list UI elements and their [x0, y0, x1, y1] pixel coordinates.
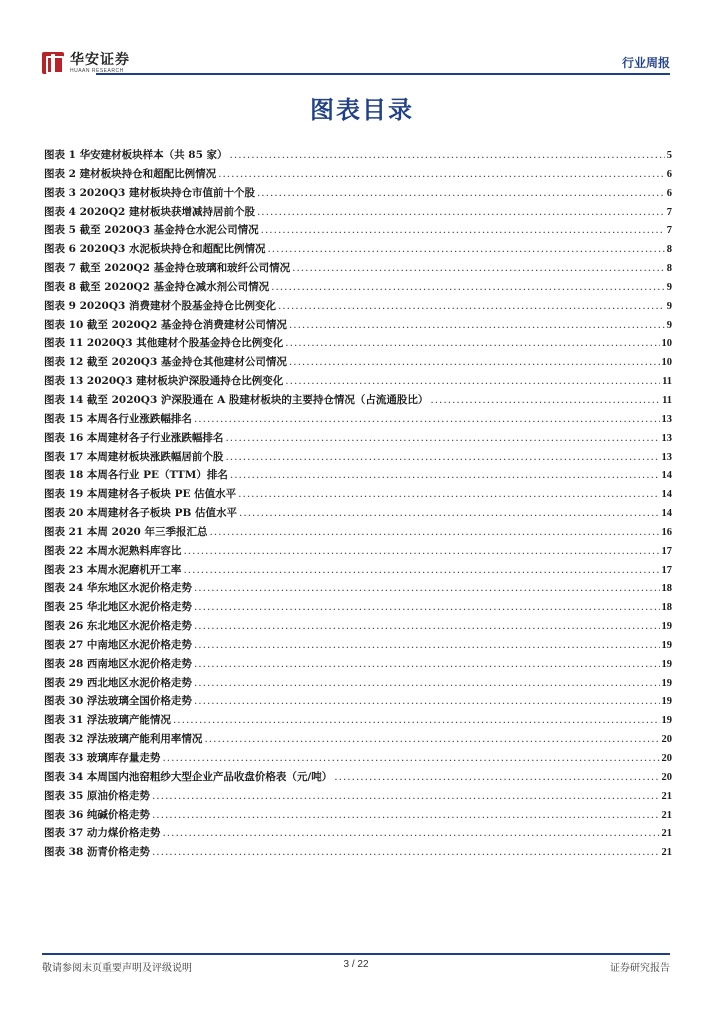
- toc-entry-label: 图表 23 本周水泥磨机开工率: [44, 563, 182, 576]
- toc-entry[interactable]: [44, 787, 672, 806]
- toc-entry[interactable]: [44, 466, 672, 485]
- toc-entry[interactable]: [44, 542, 672, 561]
- footer-divider: [42, 953, 670, 955]
- toc-entry-page: 14: [661, 470, 672, 482]
- toc-leader-dots: [289, 316, 665, 335]
- toc-leader-dots: [194, 674, 660, 693]
- toc-entry-page: 9: [666, 300, 672, 312]
- toc-entry-page: 19: [661, 639, 672, 651]
- toc-entry-label: 图表 6 2020Q3 水泥板块持仓和超配比例情况: [44, 243, 266, 256]
- toc-entry[interactable]: [44, 165, 672, 184]
- toc-leader-dots: [194, 410, 660, 429]
- company-logo: [42, 52, 130, 74]
- toc-entry[interactable]: [44, 391, 672, 410]
- toc-entry-page: 9: [666, 319, 672, 331]
- toc-leader-dots: [218, 165, 665, 184]
- toc-entry-page: 19: [661, 621, 672, 633]
- toc-entry-label: 图表 32 浮法玻璃产能利用率情况: [44, 733, 203, 746]
- toc-entry[interactable]: [44, 297, 672, 316]
- toc-entry-page: 14: [661, 489, 672, 501]
- toc-leader-dots: [267, 240, 664, 259]
- toc-entry-page: 13: [661, 451, 672, 463]
- toc-entry-page: 8: [666, 244, 672, 256]
- toc-entry-page: 7: [666, 225, 672, 237]
- toc-entry-page: 21: [661, 790, 672, 802]
- header-divider: [96, 73, 670, 75]
- toc-entry[interactable]: [44, 692, 672, 711]
- logo-icon: [42, 52, 64, 74]
- toc-entry[interactable]: [44, 410, 672, 429]
- toc-entry-page: 19: [661, 677, 672, 689]
- toc-entry[interactable]: [44, 353, 672, 372]
- toc-entry-label: 图表 29 西北地区水泥价格走势: [44, 676, 192, 689]
- toc-entry[interactable]: [44, 278, 672, 297]
- logo-name: 华安证券: [70, 51, 130, 68]
- toc-leader-dots: [194, 579, 660, 598]
- table-of-figures: [44, 146, 672, 862]
- toc-entry-page: 19: [661, 696, 672, 708]
- toc-entry-page: 21: [661, 828, 672, 840]
- toc-entry-label: 图表 3 2020Q3 建材板块持仓市值前十个股: [44, 186, 255, 199]
- toc-entry-page: 19: [661, 715, 672, 727]
- toc-entry-page: 6: [666, 187, 672, 199]
- toc-entry-label: 图表 27 中南地区水泥价格走势: [44, 638, 192, 651]
- toc-entry[interactable]: [44, 504, 672, 523]
- toc-entry-label: 图表 13 2020Q3 建材板块沪深股通持仓比例变化: [44, 375, 284, 388]
- toc-entry[interactable]: [44, 259, 672, 278]
- toc-entry-label: 图表 8 截至 2020Q2 基金持仓减水剂公司情况: [44, 280, 270, 293]
- toc-entry[interactable]: [44, 749, 672, 768]
- toc-entry-page: 7: [666, 206, 672, 218]
- toc-entry-page: 13: [661, 432, 672, 444]
- toc-entry-label: 图表 22 本周水泥熟料库容比: [44, 544, 182, 557]
- toc-entry[interactable]: [44, 579, 672, 598]
- toc-entry-label: 图表 5 截至 2020Q3 基金持仓水泥公司情况: [44, 224, 259, 237]
- toc-entry-page: 17: [661, 564, 672, 576]
- toc-entry[interactable]: [44, 448, 672, 467]
- toc-leader-dots: [225, 448, 659, 467]
- toc-entry-label: 图表 25 华北地区水泥价格走势: [44, 601, 192, 614]
- toc-entry-label: 图表 19 本周建材各子板块 PE 估值水平: [44, 488, 237, 501]
- document-type: 证券研究报告: [610, 963, 670, 974]
- toc-entry-label: 图表 20 本周建材各子板块 PB 估值水平: [44, 507, 238, 520]
- toc-leader-dots: [334, 768, 659, 787]
- toc-entry[interactable]: [44, 636, 672, 655]
- toc-entry-label: 图表 2 建材板块持仓和超配比例情况: [44, 167, 217, 180]
- toc-entry-page: 20: [661, 734, 672, 746]
- toc-leader-dots: [194, 655, 660, 674]
- logo-subtitle: HUAAN RESEARCH: [70, 67, 124, 74]
- toc-entry[interactable]: [44, 316, 672, 335]
- toc-entry[interactable]: [44, 221, 672, 240]
- toc-entry-page: 18: [661, 583, 672, 595]
- toc-leader-dots: [278, 297, 665, 316]
- toc-entry[interactable]: [44, 523, 672, 542]
- toc-leader-dots: [292, 259, 665, 278]
- toc-entry[interactable]: [44, 485, 672, 504]
- toc-leader-dots: [230, 466, 660, 485]
- page-title: 图表目录: [310, 96, 414, 124]
- toc-leader-dots: [173, 711, 660, 730]
- toc-entry-page: 17: [661, 545, 672, 557]
- toc-entry-page: 21: [661, 847, 672, 859]
- page-header: [42, 52, 670, 82]
- toc-entry-label: 图表 7 截至 2020Q2 基金持仓玻璃和玻纤公司情况: [44, 262, 291, 275]
- toc-leader-dots: [225, 429, 659, 448]
- toc-leader-dots: [204, 730, 659, 749]
- toc-leader-dots: [261, 221, 665, 240]
- toc-entry-page: 11: [662, 376, 672, 388]
- toc-leader-dots: [194, 636, 660, 655]
- toc-leader-dots: [152, 787, 660, 806]
- toc-leader-dots: [152, 806, 660, 825]
- toc-entry-label: 图表 28 西南地区水泥价格走势: [44, 657, 192, 670]
- toc-entry-label: 图表 33 玻璃库存量走势: [44, 752, 161, 764]
- toc-leader-dots: [209, 523, 659, 542]
- toc-leader-dots: [152, 843, 660, 862]
- toc-entry[interactable]: [44, 824, 672, 843]
- toc-entry[interactable]: [44, 240, 672, 259]
- toc-entry-label: 图表 15 本周各行业涨跌幅排名: [44, 412, 192, 425]
- toc-leader-dots: [285, 372, 660, 391]
- page-footer: [42, 959, 670, 975]
- toc-entry-label: 图表 30 浮法玻璃全国价格走势: [44, 695, 192, 708]
- toc-entry-label: 图表 14 截至 2020Q3 沪深股通在 A 股建材板块的主要持仓情况（占流通股比）: [44, 393, 429, 406]
- toc-leader-dots: [194, 692, 660, 711]
- toc-entry-page: 10: [661, 357, 672, 369]
- toc-entry[interactable]: [44, 561, 672, 580]
- toc-entry-label: 图表 24 华东地区水泥价格走势: [44, 582, 192, 595]
- toc-entry[interactable]: [44, 146, 672, 165]
- toc-entry-page: 20: [661, 753, 672, 764]
- toc-entry[interactable]: [44, 372, 672, 391]
- toc-leader-dots: [271, 278, 665, 297]
- toc-entry[interactable]: [44, 711, 672, 730]
- toc-leader-dots: [430, 391, 660, 410]
- toc-entry[interactable]: [44, 730, 672, 749]
- toc-entry-label: 图表 36 纯碱价格走势: [44, 808, 150, 821]
- toc-entry-label: 图表 31 浮法玻璃产能情况: [44, 714, 171, 727]
- toc-entry-label: 图表 35 原油价格走势: [44, 789, 150, 802]
- toc-entry[interactable]: [44, 184, 672, 203]
- toc-leader-dots: [194, 617, 660, 636]
- toc-leader-dots: [257, 184, 665, 203]
- toc-entry-label: 图表 37 动力煤价格走势: [44, 827, 161, 840]
- toc-entry-label: 图表 4 2020Q2 建材板块获增减持居前个股: [44, 205, 255, 218]
- toc-entry[interactable]: [44, 806, 672, 825]
- toc-entry[interactable]: [44, 617, 672, 636]
- toc-entry[interactable]: [44, 674, 672, 693]
- toc-entry-page: 18: [661, 602, 672, 614]
- toc-entry-label: 图表 1 华安建材板块样本（共 85 家）: [44, 149, 228, 161]
- toc-entry-page: 10: [661, 338, 672, 350]
- toc-leader-dots: [183, 542, 659, 561]
- toc-entry-label: 图表 16 本周建材各子行业涨跌幅排名: [44, 431, 224, 444]
- toc-entry-label: 图表 38 沥青价格走势: [44, 846, 150, 859]
- toc-leader-dots: [285, 334, 659, 353]
- toc-leader-dots: [230, 146, 665, 165]
- toc-leader-dots: [183, 561, 659, 580]
- toc-entry-label: 图表 21 本周 2020 年三季报汇总: [44, 525, 208, 538]
- toc-leader-dots: [238, 485, 659, 504]
- toc-leader-dots: [289, 353, 660, 372]
- toc-leader-dots: [239, 504, 659, 523]
- toc-entry-page: 13: [661, 413, 672, 425]
- toc-entry[interactable]: [44, 655, 672, 674]
- page-number: 3 / 22: [343, 959, 369, 970]
- toc-leader-dots: [162, 824, 659, 843]
- toc-entry[interactable]: [44, 768, 672, 787]
- toc-entry[interactable]: [44, 843, 672, 862]
- toc-entry-label: 图表 34 本周国内池窑粗纱大型企业产品收盘价格表（元/吨）: [44, 770, 333, 783]
- toc-entry-label: 图表 12 截至 2020Q3 基金持仓其他建材公司情况: [44, 356, 287, 369]
- toc-entry-page: 19: [661, 658, 672, 670]
- toc-entry-page: 21: [661, 809, 672, 821]
- toc-entry-page: 8: [666, 263, 672, 275]
- toc-leader-dots: [162, 749, 659, 768]
- toc-entry-label: 图表 18 本周各行业 PE（TTM）排名: [44, 469, 228, 482]
- report-type-label: 行业周报: [621, 56, 670, 70]
- toc-entry-label: 图表 10 截至 2020Q2 基金持仓消费建材公司情况: [44, 318, 287, 331]
- toc-entry-page: 14: [661, 508, 672, 520]
- toc-entry[interactable]: [44, 203, 672, 222]
- toc-entry-label: 图表 17 本周建材板块涨跌幅居前个股: [44, 450, 224, 463]
- toc-leader-dots: [194, 598, 660, 617]
- toc-entry-page: 5: [666, 150, 672, 161]
- toc-entry-label: 图表 26 东北地区水泥价格走势: [44, 620, 192, 633]
- toc-entry-page: 9: [666, 281, 672, 293]
- toc-entry-label: 图表 9 2020Q3 消费建材个股基金持仓比例变化: [44, 299, 276, 312]
- toc-entry-page: 6: [666, 168, 672, 180]
- toc-entry-page: 11: [662, 394, 672, 406]
- toc-entry[interactable]: [44, 598, 672, 617]
- toc-entry-page: 20: [661, 771, 672, 783]
- toc-entry-label: 图表 11 2020Q3 其他建材个股基金持仓比例变化: [44, 337, 284, 350]
- toc-entry[interactable]: [44, 334, 672, 353]
- toc-leader-dots: [257, 203, 665, 222]
- toc-entry-page: 16: [661, 526, 672, 538]
- disclaimer-note: 敬请参阅末页重要声明及评级说明: [42, 963, 192, 974]
- toc-entry[interactable]: [44, 429, 672, 448]
